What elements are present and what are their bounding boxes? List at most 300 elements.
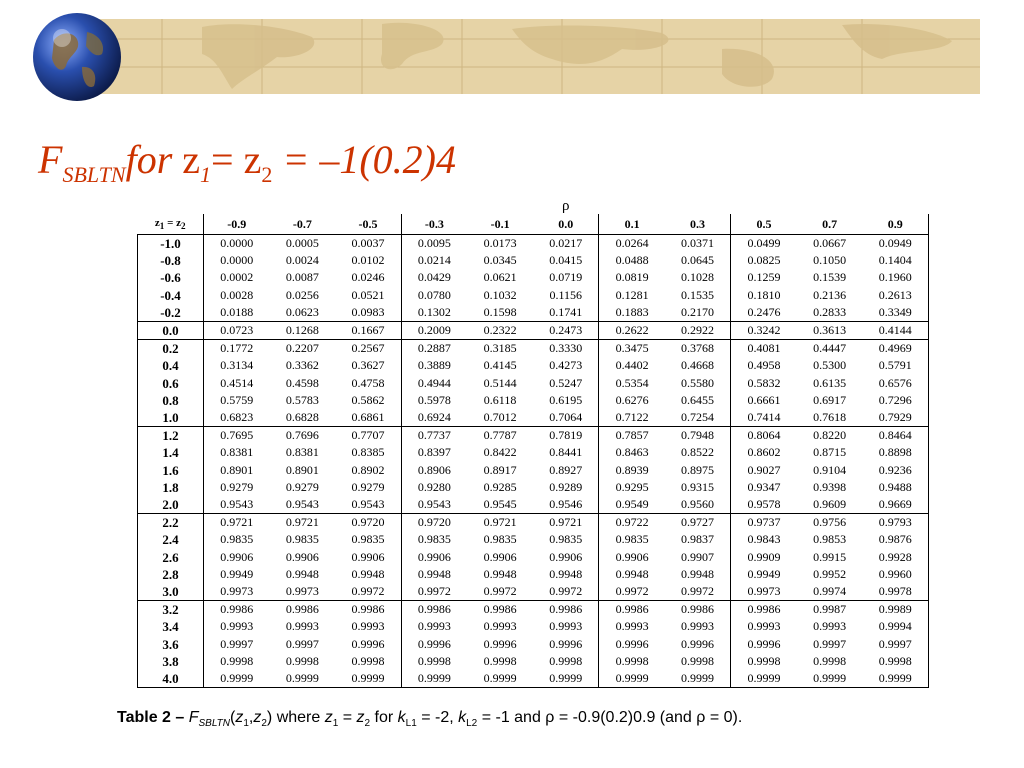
table-cell: 0.0429	[401, 269, 467, 286]
table-cell: 0.9793	[863, 514, 929, 532]
table-cell: 0.0499	[731, 235, 797, 253]
table-cell: 0.9986	[269, 601, 335, 619]
table-cell: 0.9949	[220, 566, 254, 581]
table-cell: 0.1032	[483, 287, 517, 302]
table-cell: 0.0623	[285, 304, 319, 319]
table-cell: 0.2009	[401, 322, 467, 340]
table-cell: 0.0005	[285, 236, 319, 250]
table-cell: 0.9997	[863, 636, 929, 653]
table-cell: 0.4969	[863, 340, 929, 358]
table-cell: 0.7707	[335, 427, 401, 445]
col-header: -0.9	[204, 214, 270, 235]
row-header: 1.2	[138, 427, 204, 445]
table-cell: 0.5580	[681, 375, 715, 390]
table-cell: 0.1539	[813, 270, 847, 285]
table-cell: 0.9720	[335, 514, 401, 532]
table-cell: 0.3134	[220, 358, 254, 373]
title-eq: = z	[211, 137, 262, 182]
table-cell: 0.3627	[351, 358, 385, 373]
table-cell: 0.9998	[813, 653, 847, 668]
table-cell: 0.9996	[681, 636, 715, 651]
table-cell: 0.6576	[863, 375, 929, 392]
col-header: -0.3	[401, 214, 467, 235]
table-cell: 0.9915	[813, 549, 847, 564]
table-cell: 0.2922	[665, 322, 731, 340]
table-cell: 0.0825	[731, 252, 797, 269]
table-cell: 0.9999	[797, 670, 863, 688]
col-header: 0.1	[599, 214, 665, 235]
table-cell: 0.9727	[665, 514, 731, 532]
table-cell: 0.9972	[351, 584, 385, 599]
table-cell: 0.2136	[813, 287, 847, 302]
table-row	[138, 322, 929, 340]
table-row	[138, 392, 929, 409]
table-cell: 0.9974	[813, 584, 847, 599]
table-cell: 0.9993	[351, 619, 385, 634]
table-cell: 0.9998	[681, 653, 715, 668]
table-cell: 0.7122	[599, 409, 665, 427]
table-cell: 0.9721	[467, 514, 533, 532]
table-cell: 0.1883	[599, 304, 665, 322]
table-cell: 0.9999	[401, 670, 467, 688]
row-header: 4.0	[138, 670, 204, 688]
col-header: -0.5	[335, 214, 401, 235]
table-cell: 0.9279	[351, 479, 385, 494]
row-header: -1.0	[138, 235, 204, 253]
table-cell: 0.7857	[599, 427, 665, 445]
table-cell: 0.9996	[401, 636, 467, 653]
table-cell: 0.8397	[401, 444, 467, 461]
table-cell: 0.3475	[599, 340, 665, 358]
table-cell: 0.9993	[401, 618, 467, 635]
table-cell: 0.9986	[401, 601, 467, 619]
table-cell: 0.2613	[863, 287, 929, 304]
table-cell: 0.0000	[220, 253, 254, 268]
table-cell: 0.4145	[483, 358, 517, 373]
table-cell: 0.9907	[681, 549, 715, 564]
table-cell: 0.5862	[351, 392, 385, 407]
table-cell: 0.9906	[483, 549, 517, 564]
table-row	[138, 427, 929, 445]
table-cell: 0.9973	[731, 583, 797, 601]
table-cell: 0.4598	[285, 375, 319, 390]
table-cell: 0.9999	[533, 670, 599, 688]
row-header: 0.2	[138, 340, 204, 358]
table-cell: 0.9999	[335, 670, 401, 688]
table-cell: 0.9996	[549, 636, 583, 651]
table-caption: Table $2 - F_{SBLTN}(z_1,z_2)$ where $z_1 = z_2$ for $k_{L1} = -2$, $k_{L2} = -1$ and ρ = -0.9(0.2)0.9 (and ρ = 0).	[117, 709, 743, 730]
table-cell: 0.9993	[285, 619, 319, 634]
table-cell: 0.9948	[483, 566, 517, 581]
row-header: -0.6	[138, 269, 204, 286]
table-cell: 0.7696	[269, 427, 335, 445]
table-cell: 0.5144	[483, 375, 517, 390]
table-cell: 0.9973	[285, 584, 319, 599]
row-header: 1.4	[138, 444, 204, 461]
table-cell: 0.9993	[549, 619, 583, 634]
table-cell: 0.8901	[285, 462, 319, 477]
table-cell: 0.9972	[599, 583, 665, 601]
table-cell: 0.3185	[467, 340, 533, 358]
table-cell: 0.3768	[665, 340, 731, 358]
table-row	[138, 653, 929, 670]
table-cell: 0.8898	[863, 444, 929, 461]
table-cell: 0.9998	[549, 653, 583, 668]
table-cell: 0.9236	[863, 462, 929, 479]
table-cell: 0.0521	[351, 287, 385, 302]
table-cell: 0.9972	[681, 584, 715, 599]
table-cell: 0.0488	[599, 252, 665, 269]
table-cell: 0.1050	[813, 253, 847, 268]
table-cell: 0.9398	[813, 479, 847, 494]
table-cell: 0.9989	[863, 601, 929, 619]
table-cell: 0.7414	[731, 409, 797, 427]
row-header: 3.0	[138, 583, 204, 601]
table-cell: 0.0188	[220, 304, 254, 319]
table-row	[138, 235, 929, 253]
table-cell: 0.7787	[467, 427, 533, 445]
table-cell: 0.9986	[204, 601, 270, 619]
table-row	[138, 252, 929, 269]
row-header: 2.2	[138, 514, 204, 532]
table-cell: 0.9998	[351, 653, 385, 668]
table-header-row	[138, 214, 929, 235]
table-cell: 0.9999	[467, 670, 533, 688]
row-header: 3.6	[138, 636, 204, 653]
col-header: 0.5	[731, 214, 797, 235]
table-row	[138, 514, 929, 532]
table-row	[138, 357, 929, 374]
table-cell: 0.2887	[401, 340, 467, 358]
table-cell: 0.9876	[863, 531, 929, 548]
world-map-graphic	[82, 19, 980, 94]
table-cell: 0.6828	[285, 410, 319, 425]
table-cell: 0.8463	[599, 444, 665, 461]
table-cell: 0.9906	[401, 549, 467, 566]
table-row	[138, 566, 929, 583]
table-cell: 0.9952	[813, 566, 847, 581]
table-cell: 0.6455	[681, 392, 715, 407]
table-cell: 0.3889	[401, 357, 467, 374]
table-cell: 0.9835	[285, 532, 319, 547]
table-cell: 0.2622	[599, 322, 665, 340]
table-cell: 0.9948	[351, 566, 385, 581]
table-cell: 0.1268	[269, 322, 335, 340]
table-cell: 0.5247	[549, 375, 583, 390]
table-cell: 0.0028	[220, 287, 254, 302]
table-row	[138, 269, 929, 286]
row-header: 0.0	[138, 322, 204, 340]
table-cell: 0.9835	[599, 531, 665, 548]
table-cell: 0.5832	[731, 375, 797, 392]
row-header: 2.8	[138, 566, 204, 583]
table-cell: 0.9996	[483, 636, 517, 651]
table-cell: 0.7254	[681, 410, 715, 425]
row-header: 2.6	[138, 549, 204, 566]
table-cell: 0.0173	[483, 236, 517, 250]
table-cell: 0.9994	[863, 618, 929, 635]
table-cell: 0.9978	[863, 583, 929, 601]
table-cell: 0.0723	[204, 322, 270, 340]
table-cell: 0.7695	[204, 427, 270, 445]
table-cell: 0.0983	[351, 304, 385, 319]
table-cell: 0.9609	[813, 497, 847, 512]
table-cell: 0.1741	[549, 304, 583, 319]
table-row	[138, 549, 929, 566]
table-cell: 0.2207	[269, 340, 335, 358]
table-cell: 0.9998	[220, 653, 254, 668]
table-cell: 0.9835	[401, 531, 467, 548]
table-cell: 0.7012	[483, 410, 517, 425]
table-cell: 0.8464	[863, 427, 929, 445]
table-cell: 0.9986	[731, 601, 797, 619]
table-cell: 0.9999	[863, 670, 929, 688]
table-cell: 0.9906	[220, 549, 254, 564]
table-cell: 0.1156	[549, 287, 583, 302]
table-cell: 0.9987	[797, 601, 863, 619]
table-cell: 0.1667	[335, 322, 401, 340]
table-cell: 0.9998	[401, 653, 467, 670]
table-cell: 0.9543	[351, 497, 385, 512]
table-cell: 0.9998	[599, 653, 665, 670]
table-cell: 0.6861	[351, 410, 385, 425]
table-cell: 0.8381	[285, 445, 319, 460]
table-cell: 0.6195	[549, 392, 583, 407]
row-header: 3.8	[138, 653, 204, 670]
table-cell: 0.9996	[731, 636, 797, 653]
table-cell: 0.9999	[731, 670, 797, 688]
table-cell: 0.9721	[533, 514, 599, 532]
table-cell: 0.9972	[483, 584, 517, 599]
table-cell: 0.9835	[549, 532, 583, 547]
table-cell: 0.9315	[681, 479, 715, 494]
table-cell: 0.9906	[285, 549, 319, 564]
table-cell: 0.9993	[599, 618, 665, 635]
table-cell: 0.9928	[863, 549, 929, 566]
row-header: 2.4	[138, 531, 204, 548]
table-cell: 0.0002	[220, 270, 254, 285]
table-cell: 0.9972	[401, 583, 467, 601]
table-cell: 0.9948	[549, 566, 583, 581]
table-cell: 0.5978	[401, 392, 467, 409]
table-cell: 0.9998	[731, 653, 797, 670]
table-cell: 0.6276	[599, 392, 665, 409]
table-cell: 0.9960	[863, 566, 929, 583]
table-cell: 0.9737	[731, 514, 797, 532]
probability-table	[137, 214, 929, 688]
row-header: 3.4	[138, 618, 204, 635]
table-cell: 0.9993	[681, 619, 715, 634]
table-row	[138, 583, 929, 601]
globe-icon	[32, 12, 122, 102]
table-cell: 0.9835	[220, 532, 254, 547]
col-header: -0.7	[269, 214, 335, 235]
table-cell: 0.9721	[204, 514, 270, 532]
table-cell: 0.9998	[863, 653, 929, 670]
table-cell: 0.0371	[681, 236, 715, 250]
table-cell: 0.2476	[731, 304, 797, 322]
table-cell: 0.6661	[731, 392, 797, 409]
table-cell: 0.1259	[731, 269, 797, 286]
table-row	[138, 409, 929, 427]
table-cell: 0.0415	[549, 253, 583, 268]
table-row	[138, 375, 929, 392]
table-cell: 0.4944	[401, 375, 467, 392]
table-cell: 0.9906	[549, 549, 583, 564]
table-cell: 0.9993	[731, 618, 797, 635]
title-f-subscript: SBLTN	[62, 162, 126, 187]
table-cell: 0.5791	[863, 357, 929, 374]
table-cell: 0.9986	[665, 601, 731, 619]
row-header: 0.8	[138, 392, 204, 409]
table-cell: 0.9289	[549, 479, 583, 494]
row-header: 1.6	[138, 462, 204, 479]
table-cell: 0.8715	[813, 445, 847, 460]
table-cell: 0.9986	[467, 601, 533, 619]
table-cell: 0.8381	[220, 445, 254, 460]
table-row	[138, 340, 929, 358]
table-cell: 0.9853	[813, 532, 847, 547]
table-cell: 0.0102	[351, 253, 385, 268]
table-cell: 0.4668	[681, 358, 715, 373]
table-cell: 0.1302	[401, 304, 467, 322]
table-cell: 0.8975	[681, 462, 715, 477]
table-cell: 0.0719	[549, 270, 583, 285]
table-cell: 0.9973	[220, 584, 254, 599]
col-header: 0.0	[533, 214, 599, 235]
table-cell: 0.1960	[863, 269, 929, 286]
table-cell: 0.9279	[220, 479, 254, 494]
table-row	[138, 479, 929, 496]
table-row	[138, 444, 929, 461]
table-cell: 0.9835	[483, 532, 517, 547]
table-cell: 0.8064	[731, 427, 797, 445]
row-header: -0.4	[138, 287, 204, 304]
table-cell: 0.1028	[681, 270, 715, 285]
table-cell: 0.6135	[813, 375, 847, 390]
col-header: -0.1	[467, 214, 533, 235]
table-cell: 0.9993	[813, 619, 847, 634]
table-cell: 0.8902	[351, 462, 385, 477]
table-cell: 0.9906	[599, 549, 665, 566]
table-cell: 0.9285	[483, 479, 517, 494]
table-cell: 0.4958	[731, 357, 797, 374]
table-row	[138, 287, 929, 304]
table-cell: 0.9721	[269, 514, 335, 532]
table-cell: 0.6924	[401, 409, 467, 427]
table-cell: 0.9909	[731, 549, 797, 566]
table-cell: 0.9997	[285, 636, 319, 651]
table-cell: 0.8441	[549, 445, 583, 460]
table-cell: 0.9998	[285, 653, 319, 668]
table-cell: 0.0024	[285, 253, 319, 268]
table-cell: 0.9948	[401, 566, 467, 583]
table-cell: 0.9996	[351, 636, 385, 651]
col-header: 0.3	[665, 214, 731, 235]
table-cell: 0.7948	[665, 427, 731, 445]
table-row	[138, 531, 929, 548]
table-cell: 0.9972	[549, 584, 583, 599]
table-cell: 0.1535	[681, 287, 715, 302]
table-cell: 0.9835	[351, 532, 385, 547]
table-cell: 0.1404	[863, 252, 929, 269]
table-cell: 0.9949	[731, 566, 797, 583]
table-cell: 0.2322	[467, 322, 533, 340]
col-header: 0.7	[797, 214, 863, 235]
table-cell: 0.9543	[401, 496, 467, 514]
table-cell: 0.9843	[731, 531, 797, 548]
row-header: -0.2	[138, 304, 204, 322]
table-cell: 0.7929	[863, 409, 929, 427]
table-cell: 0.5783	[285, 392, 319, 407]
table-cell: 0.0095	[401, 235, 467, 253]
table-cell: 0.5354	[599, 375, 665, 392]
table-row	[138, 670, 929, 688]
row-header: 0.6	[138, 375, 204, 392]
table-cell: 0.7064	[549, 410, 583, 425]
table-cell: 0.4402	[599, 357, 665, 374]
table-cell: 0.9948	[599, 566, 665, 583]
table-cell: 0.9997	[220, 636, 254, 651]
caption-label: Table 2 –	[117, 709, 189, 726]
table-cell: 0.9669	[863, 496, 929, 514]
table-cell: 0.9948	[681, 566, 715, 581]
table-cell: 0.4144	[863, 322, 929, 340]
table-cell: 0.9549	[599, 496, 665, 514]
table-cell: 0.3242	[731, 322, 797, 340]
table-cell: 0.0214	[401, 252, 467, 269]
table-cell: 0.9722	[599, 514, 665, 532]
table-cell: 0.8522	[681, 445, 715, 460]
table-cell: 0.8385	[351, 445, 385, 460]
row-header: 3.2	[138, 601, 204, 619]
table-cell: 0.8906	[401, 462, 467, 479]
title-range: = –1(0.2)4	[272, 137, 456, 182]
table-row	[138, 462, 929, 479]
table-cell: 0.0256	[285, 287, 319, 302]
table-cell: 0.9560	[681, 497, 715, 512]
table-cell: 0.9279	[285, 479, 319, 494]
title-z2-subscript: 2	[261, 162, 273, 187]
table-cell: 0.5300	[813, 358, 847, 373]
table-cell: 0.9999	[665, 670, 731, 688]
table-cell: 0.9999	[269, 670, 335, 688]
table-cell: 0.9543	[220, 497, 254, 512]
table-cell: 0.8901	[220, 462, 254, 477]
title-z1-subscript: 1	[200, 162, 212, 187]
table-cell: 0.9986	[599, 601, 665, 619]
header-banner	[82, 19, 980, 94]
table-cell: 0.3362	[285, 358, 319, 373]
table-cell: 0.6118	[483, 392, 517, 407]
table-cell: 0.0246	[351, 270, 385, 285]
table-cell: 0.0087	[285, 270, 319, 285]
table-cell: 0.9545	[483, 497, 517, 512]
table-cell: 0.0217	[549, 236, 583, 250]
table-cell: 0.8927	[549, 462, 583, 477]
row-header: 1.8	[138, 479, 204, 496]
table-cell: 0.9948	[285, 566, 319, 581]
table-cell: 0.9996	[599, 636, 665, 653]
table-cell: 0.9280	[401, 479, 467, 496]
table-cell: 0.8917	[483, 462, 517, 477]
table-cell: 0.0949	[863, 235, 929, 253]
table-cell: 0.8602	[731, 444, 797, 461]
table-cell: 0.9543	[285, 497, 319, 512]
table-cell: 0.1772	[204, 340, 270, 358]
table-cell: 0.0819	[599, 269, 665, 286]
table-cell: 0.7296	[863, 392, 929, 409]
